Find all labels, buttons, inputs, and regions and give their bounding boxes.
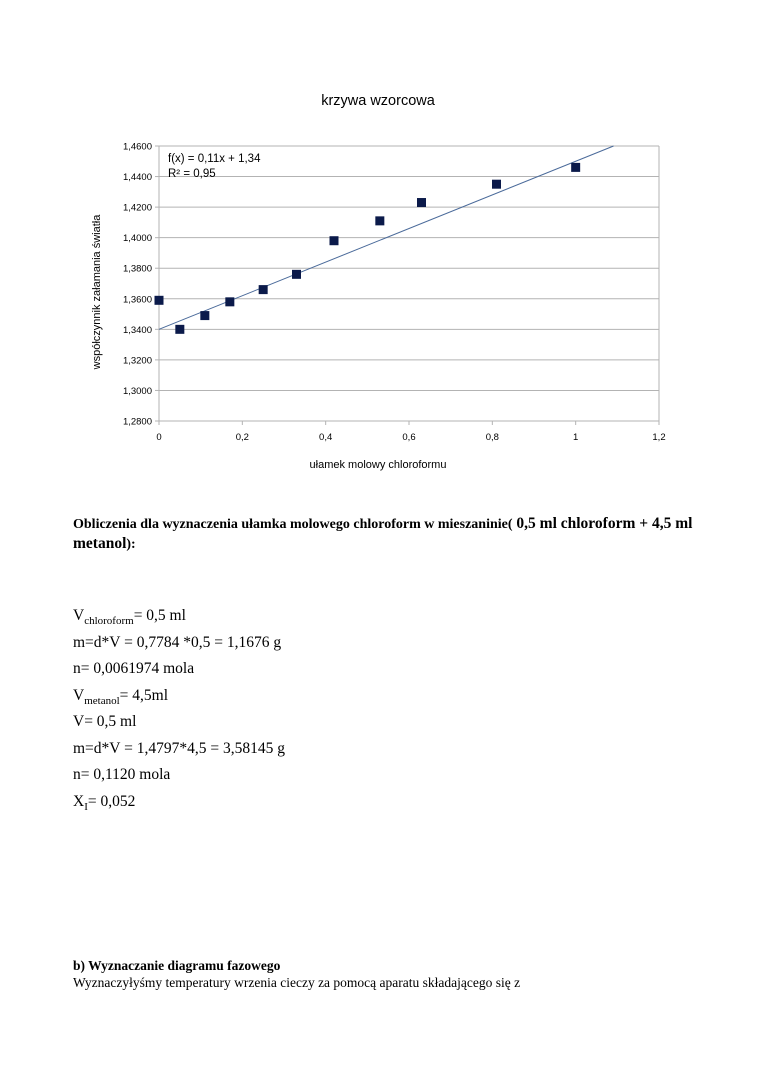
y-tick-label: 1,3600 bbox=[122, 294, 152, 306]
data-point bbox=[330, 236, 339, 245]
x-tick-label: 0,8 bbox=[485, 432, 499, 443]
calculation-block bbox=[73, 603, 285, 815]
x-tick-label: 0,2 bbox=[235, 432, 249, 443]
chart-title: krzywa wzorcowa bbox=[321, 93, 435, 109]
data-point bbox=[175, 325, 184, 334]
calc-line-x bbox=[73, 789, 285, 816]
heading-part-1: Obliczenia dla wyznaczenia ułamka molowego chloroform w mieszaninie( bbox=[73, 517, 513, 532]
calc-line-v: V= 0,5 ml bbox=[73, 713, 137, 730]
x-tick-label: 1 bbox=[573, 432, 579, 443]
calc-line-n2: n= 0,1120 mola bbox=[73, 766, 171, 783]
x-symbol: X bbox=[73, 792, 85, 810]
data-point bbox=[492, 180, 501, 189]
x-tick-label: 0,6 bbox=[402, 432, 416, 443]
x-tick-label: 0 bbox=[156, 432, 162, 443]
chart-axes bbox=[159, 146, 659, 421]
r-squared-label: R² = 0,95 bbox=[168, 168, 216, 180]
x-tick-label: 0,4 bbox=[319, 432, 333, 443]
y-tick-label: 1,3200 bbox=[122, 355, 152, 367]
y-tick-label: 1,4200 bbox=[122, 202, 152, 214]
y-tick-label: 1,3400 bbox=[122, 324, 152, 336]
data-point bbox=[225, 297, 234, 306]
y-tick-label: 1,4400 bbox=[122, 172, 152, 184]
data-point bbox=[571, 163, 580, 172]
data-point bbox=[259, 285, 268, 294]
data-point bbox=[417, 198, 426, 207]
x-axis-label: ułamek molowy chloroformu bbox=[309, 459, 447, 471]
y-tick-label: 1,3000 bbox=[122, 385, 152, 397]
section-b-text: Wyznaczyłyśmy temperatury wrzenia cieczy za pomocą aparatu składającego się z bbox=[73, 975, 521, 990]
heading-part-2: 0,5 ml chloroform + 4,5 ml metanol bbox=[73, 515, 693, 552]
calc-line-m2: m=d*V = 1,4797*4,5 = 3,58145 g bbox=[73, 739, 285, 757]
data-points bbox=[155, 163, 581, 334]
v-metanol-value: = 4,5ml bbox=[119, 686, 168, 704]
data-point bbox=[375, 216, 384, 225]
y-tick-label: 1,4000 bbox=[122, 233, 152, 245]
calc-line-n1: n= 0,0061974 mola bbox=[73, 660, 195, 677]
x-subscript: I bbox=[84, 800, 88, 813]
x-tick-label: 1,2 bbox=[652, 432, 666, 443]
y-tick-labels bbox=[123, 142, 152, 428]
v-metanol-subscript: metanol bbox=[84, 694, 120, 707]
x-value: = 0,052 bbox=[87, 792, 136, 810]
data-point bbox=[200, 311, 209, 320]
v-chloroform-value: = 0,5 ml bbox=[133, 607, 186, 624]
x-tick-labels bbox=[156, 432, 665, 443]
section-b-title: b) Wyznaczanie diagramu fazowego bbox=[73, 958, 281, 973]
data-point bbox=[155, 296, 164, 305]
heading-part-3: ): bbox=[126, 537, 136, 552]
calibration-chart bbox=[0, 0, 760, 490]
chart-grid bbox=[155, 146, 659, 425]
v-symbol: V bbox=[73, 607, 85, 624]
calc-line-v-metanol bbox=[73, 683, 285, 710]
data-point bbox=[292, 270, 301, 279]
trendline-equation: f(x) = 0,11x + 1,34 bbox=[168, 153, 261, 165]
v-symbol: V bbox=[73, 686, 85, 704]
y-tick-label: 1,3800 bbox=[122, 263, 152, 275]
y-axis-label: współczynnik załamania światła bbox=[91, 214, 103, 370]
calc-line-m1: m=d*V = 0,7784 *0,5 = 1,1676 g bbox=[73, 633, 282, 651]
chart-svg bbox=[0, 0, 760, 490]
y-tick-label: 1,4600 bbox=[122, 141, 152, 153]
v-chloroform-subscript: chloroform bbox=[84, 615, 134, 627]
calculation-heading bbox=[73, 514, 693, 554]
y-tick-label: 1,2800 bbox=[122, 416, 152, 428]
calc-line-v-chloroform bbox=[73, 603, 285, 630]
